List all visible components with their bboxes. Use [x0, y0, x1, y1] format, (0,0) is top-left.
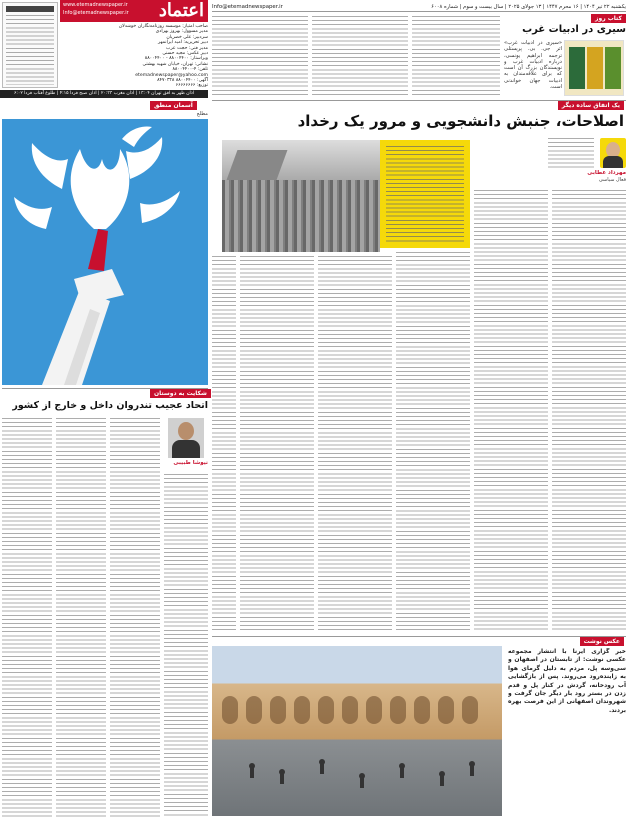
section-tab-main: یک اتفاق ساده دیگر	[558, 101, 624, 110]
date-line	[212, 3, 626, 12]
date-text: یکشنبه ۲۲ تیر ۱۴۰۴ | ۱۶ محرم ۱۴۴۷ | ۱۳ جولای ۲۰۲۵ | سال بیست و سوم | شماره ۶۰۰۸	[431, 4, 626, 10]
staff-item: آگهی: ۸۸۰۰۴۴۰۰ ۸۴۷۰۳۲۸	[157, 78, 208, 84]
avatar	[600, 138, 626, 168]
main-text-col	[240, 256, 314, 632]
main-text-col	[396, 252, 470, 632]
author-role: فعال سیاسی	[598, 177, 626, 183]
staff-item: دبیر عکس: مجید حسنی	[162, 51, 208, 57]
staff-item: سردبیر: علی خضریان	[166, 34, 208, 40]
staff-list	[60, 24, 208, 90]
prayer-times: اذان ظهر به افق تهران ۱۳:۰۴ | اذان مغرب ۲۰:۳۳ | اذان صبح فردا ۴:۱۵ | طلوع آفتاب فردا ۶:۰۲	[13, 91, 195, 96]
prayer-times-bar	[0, 90, 208, 98]
second-headline: اتحاد عجیب تندروان داخل و خارج از کشور	[12, 400, 208, 411]
second-text-col	[2, 418, 52, 818]
author-name: مهرداد عطابی	[587, 170, 626, 176]
book-cover	[564, 40, 624, 96]
second-text-col	[56, 418, 106, 818]
book-lead: «سیری در ادبیات غرب» اثر جی. بی. پریستلی ترجمه ابراهیم یونسی، درباره ادبیات غرب و نویسندگان بزرگ آن است که برای علاقه‌مندان به ادبیات جهان خواندنی است.	[504, 40, 562, 91]
section-tab: کتاب روز	[591, 14, 626, 23]
main-text-col	[474, 190, 548, 632]
poster-illustration	[2, 119, 208, 385]
main-text-col	[318, 256, 392, 632]
section-tab-poster: آسمان منطق	[150, 101, 197, 110]
top-text-column	[312, 16, 408, 98]
second-author-box	[164, 418, 208, 470]
book-title: سیری در ادبیات غرب	[522, 24, 626, 35]
photo-caption: خبر گزاری ایرنا با انتشار مجموعه عکسی نوشت: از تابستان در اصفهان و سی‌وسه پل، مردم به دلیل گرمای هوا به زاینده‌رود می‌روند. پس از بازگشایی آب رودخانه، گردش در کنار پل و قدم زدن در بستر رود بار دیگر جان گرفت و شهروندان اصفهانی از این فرصت بهره بردند.	[508, 648, 626, 714]
author-name: نیوشا طبیبی	[173, 460, 208, 466]
staff-item: تلفن: ۴-۸۸۰۰۴۴۰۰	[172, 67, 208, 73]
staff-item: etemadnewspaper@yahoo.com	[135, 72, 208, 78]
main-photo	[222, 140, 380, 252]
staff-item: ویراستار: ۸۸۰۰۴۴۰۰ - ۸۸۰۰۴۴۰۰	[144, 56, 208, 62]
second-text-col	[164, 474, 208, 818]
author-box	[548, 136, 626, 186]
front-page-thumbnail	[2, 2, 58, 88]
website-footer[interactable]: Info@etemadnewspaper.ir	[212, 4, 283, 10]
staff-item: مدیر فنی: حجت عرب	[166, 45, 208, 51]
section-tab-second: شکایت به دوستان	[150, 389, 211, 398]
hand-torch-doves-icon	[2, 119, 208, 385]
avatar	[168, 418, 204, 458]
main-headline: اصلاحات، جنبش دانشجویی و مرور یک رخداد	[297, 112, 624, 130]
staff-item: توزیع: ۶۶۶۶۶۶۶۶	[175, 83, 208, 89]
section-tab-photo: عکس نوشت	[580, 637, 624, 646]
website[interactable]: www.etemadnewspaper.ir	[63, 2, 128, 8]
staff-item: نشانی: تهران، خیابان شهید بهشتی	[142, 61, 208, 67]
logo	[60, 0, 208, 22]
staff-item: دبیر تحریریه: امید ایرانمهر	[158, 40, 208, 46]
second-text-col	[110, 418, 160, 818]
top-text-column	[412, 16, 500, 98]
main-text-col	[212, 256, 236, 632]
bridge-photo	[212, 646, 502, 816]
main-text-col	[552, 190, 626, 632]
staff-item: مدیر مسوول: بهروز بهزادی	[155, 29, 208, 35]
staff-item: صاحب امتیاز: موسسه روزنامه‌نگاران خوشدلان	[118, 24, 208, 29]
book-section	[504, 14, 626, 98]
yellow-block	[380, 140, 470, 248]
top-text-column	[212, 16, 308, 98]
email[interactable]: Info@etemadnewspaper.ir	[63, 10, 129, 16]
bridge-arches-icon	[212, 646, 502, 816]
logo-text: اعتماد	[158, 0, 204, 21]
poster-credit: مطلع	[196, 111, 208, 117]
